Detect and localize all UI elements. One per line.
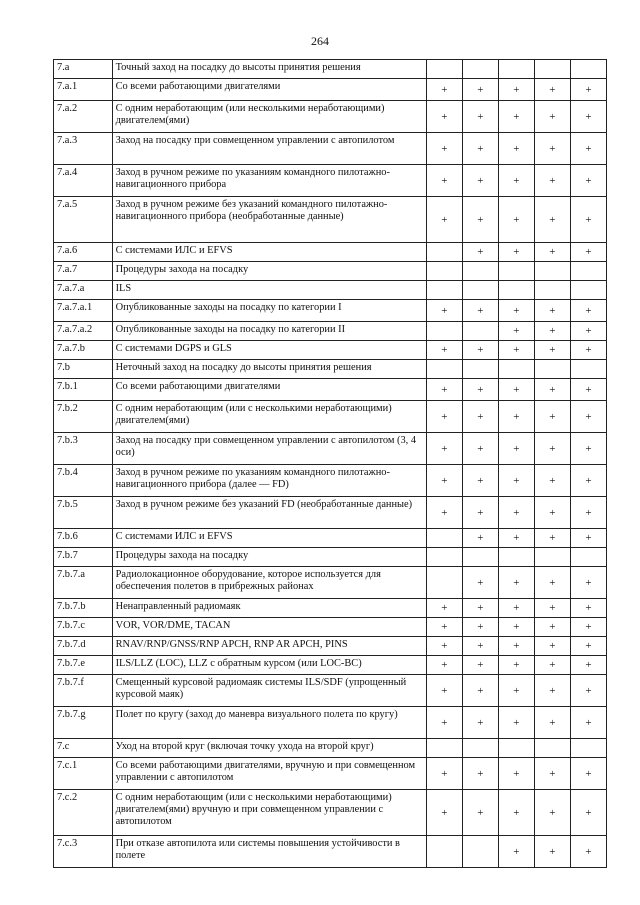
mark-cell-4: + [534, 79, 570, 101]
table-row [54, 739, 607, 758]
row-code: 7.b.7.f [54, 675, 113, 707]
mark-cell-3 [498, 262, 534, 281]
table-row [54, 379, 607, 401]
mark-cell-5 [570, 739, 606, 758]
mark-cell-5: + [570, 637, 606, 656]
row-description: Точный заход на посадку до высоты принятия решения [112, 60, 426, 79]
mark-cell-5: + [570, 341, 606, 360]
table-row [54, 656, 607, 675]
row-code: 7.a.7.a [54, 281, 113, 300]
table-row [54, 133, 607, 165]
mark-cell-2: + [462, 165, 498, 197]
table-row [54, 836, 607, 868]
table-row [54, 79, 607, 101]
mark-cell-2 [462, 281, 498, 300]
mark-cell-2: + [462, 465, 498, 497]
mark-cell-5: + [570, 567, 606, 599]
mark-cell-3: + [498, 133, 534, 165]
mark-cell-1 [426, 567, 462, 599]
mark-cell-1: + [426, 401, 462, 433]
row-description: RNAV/RNP/GNSS/RNP APCH, RNP AR APCH, PINS [112, 637, 426, 656]
mark-cell-5: + [570, 675, 606, 707]
row-description: Заход на посадку при совмещенном управлении с автопилотом [112, 133, 426, 165]
row-code: 7.c.1 [54, 758, 113, 790]
row-description: Процедуры захода на посадку [112, 262, 426, 281]
row-code: 7.a.5 [54, 197, 113, 243]
mark-cell-1 [426, 60, 462, 79]
mark-cell-2 [462, 360, 498, 379]
mark-cell-1: + [426, 101, 462, 133]
row-code: 7.a.7.a.2 [54, 322, 113, 341]
mark-cell-1: + [426, 707, 462, 739]
mark-cell-4: + [534, 401, 570, 433]
table-row [54, 707, 607, 739]
mark-cell-5: + [570, 165, 606, 197]
row-code: 7.b.7.e [54, 656, 113, 675]
mark-cell-1 [426, 243, 462, 262]
mark-cell-3: + [498, 379, 534, 401]
mark-cell-4: + [534, 529, 570, 548]
mark-cell-5: + [570, 197, 606, 243]
row-code: 7.a.7.a.1 [54, 300, 113, 322]
row-description: При отказе автопилота или системы повышения устойчивости в полете [112, 836, 426, 868]
mark-cell-3: + [498, 656, 534, 675]
row-description: С системами DGPS и GLS [112, 341, 426, 360]
mark-cell-3: + [498, 101, 534, 133]
mark-cell-3: + [498, 836, 534, 868]
mark-cell-3: + [498, 790, 534, 836]
mark-cell-4: + [534, 637, 570, 656]
mark-cell-5: + [570, 465, 606, 497]
mark-cell-2: + [462, 618, 498, 637]
row-description: Ненаправленный радиомаяк [112, 599, 426, 618]
row-code: 7.b.7.a [54, 567, 113, 599]
mark-cell-1: + [426, 675, 462, 707]
row-code: 7.a.6 [54, 243, 113, 262]
row-code: 7.b.1 [54, 379, 113, 401]
table-row [54, 637, 607, 656]
table-row [54, 497, 607, 529]
mark-cell-2 [462, 836, 498, 868]
mark-cell-5 [570, 360, 606, 379]
mark-cell-4: + [534, 433, 570, 465]
mark-cell-3: + [498, 300, 534, 322]
mark-cell-2: + [462, 790, 498, 836]
mark-cell-3: + [498, 497, 534, 529]
mark-cell-1: + [426, 656, 462, 675]
mark-cell-4: + [534, 465, 570, 497]
mark-cell-2: + [462, 599, 498, 618]
row-code: 7.a.7.b [54, 341, 113, 360]
mark-cell-5 [570, 262, 606, 281]
row-code: 7.b.7.g [54, 707, 113, 739]
mark-cell-4 [534, 60, 570, 79]
mark-cell-3: + [498, 707, 534, 739]
row-description: Процедуры захода на посадку [112, 548, 426, 567]
mark-cell-3 [498, 360, 534, 379]
mark-cell-4 [534, 360, 570, 379]
mark-cell-3 [498, 60, 534, 79]
mark-cell-3: + [498, 529, 534, 548]
mark-cell-2: + [462, 758, 498, 790]
row-code: 7.a [54, 60, 113, 79]
mark-cell-4: + [534, 197, 570, 243]
mark-cell-4: + [534, 567, 570, 599]
table-body [54, 60, 607, 868]
mark-cell-1: + [426, 379, 462, 401]
mark-cell-1: + [426, 758, 462, 790]
mark-cell-5: + [570, 401, 606, 433]
table-row [54, 322, 607, 341]
mark-cell-1: + [426, 133, 462, 165]
table-row [54, 618, 607, 637]
table-row [54, 360, 607, 379]
mark-cell-2 [462, 262, 498, 281]
row-description: Заход в ручном режиме без указаний командного пилотажно-навигационного прибора (необработанные данные) [112, 197, 426, 243]
mark-cell-2: + [462, 656, 498, 675]
mark-cell-3: + [498, 599, 534, 618]
mark-cell-5: + [570, 599, 606, 618]
mark-cell-1: + [426, 165, 462, 197]
mark-cell-4: + [534, 790, 570, 836]
row-code: 7.b.7.b [54, 599, 113, 618]
table-row [54, 790, 607, 836]
mark-cell-5: + [570, 133, 606, 165]
mark-cell-1 [426, 836, 462, 868]
mark-cell-2: + [462, 401, 498, 433]
procedures-table [53, 59, 607, 868]
mark-cell-4: + [534, 497, 570, 529]
mark-cell-4: + [534, 618, 570, 637]
mark-cell-2: + [462, 197, 498, 243]
mark-cell-5: + [570, 101, 606, 133]
mark-cell-2: + [462, 675, 498, 707]
row-description: С системами ИЛС и EFVS [112, 529, 426, 548]
row-description: Смещенный курсовой радиомаяк системы ILS/SDF (упрощенный курсовой маяк) [112, 675, 426, 707]
table-row [54, 197, 607, 243]
row-description: С одним неработающим (или с несколькими неработающими) двигателем(ями) вручную и при совмещенном управлении с автопилотом [112, 790, 426, 836]
row-description: Заход на посадку при совмещенном управлении с автопилотом (3, 4 оси) [112, 433, 426, 465]
table-row [54, 433, 607, 465]
table-row [54, 165, 607, 197]
row-description: Уход на второй круг (включая точку ухода на второй круг) [112, 739, 426, 758]
mark-cell-2: + [462, 637, 498, 656]
mark-cell-5: + [570, 707, 606, 739]
mark-cell-4 [534, 548, 570, 567]
mark-cell-5: + [570, 497, 606, 529]
mark-cell-4 [534, 262, 570, 281]
mark-cell-4: + [534, 379, 570, 401]
mark-cell-2: + [462, 707, 498, 739]
mark-cell-4: + [534, 836, 570, 868]
mark-cell-1 [426, 262, 462, 281]
row-description: Заход в ручном режиме по указаниям командного пилотажно-навигационного прибора [112, 165, 426, 197]
mark-cell-3: + [498, 243, 534, 262]
row-code: 7.a.7 [54, 262, 113, 281]
mark-cell-3: + [498, 618, 534, 637]
table-row [54, 675, 607, 707]
mark-cell-2 [462, 548, 498, 567]
row-code: 7.a.4 [54, 165, 113, 197]
mark-cell-1 [426, 529, 462, 548]
mark-cell-3: + [498, 675, 534, 707]
mark-cell-1 [426, 322, 462, 341]
row-code: 7.a.1 [54, 79, 113, 101]
row-description: ILS/LLZ (LOC), LLZ с обратным курсом (или LOC-BC) [112, 656, 426, 675]
row-code: 7.c.2 [54, 790, 113, 836]
mark-cell-1: + [426, 618, 462, 637]
mark-cell-3: + [498, 79, 534, 101]
row-description: Радиолокационное оборудование, которое используется для обеспечения полетов в прибрежных районах [112, 567, 426, 599]
mark-cell-4: + [534, 758, 570, 790]
row-description: С системами ИЛС и EFVS [112, 243, 426, 262]
mark-cell-1: + [426, 300, 462, 322]
mark-cell-4: + [534, 300, 570, 322]
table-row [54, 281, 607, 300]
mark-cell-5: + [570, 618, 606, 637]
mark-cell-3: + [498, 433, 534, 465]
mark-cell-3: + [498, 197, 534, 243]
mark-cell-5: + [570, 433, 606, 465]
row-code: 7.c [54, 739, 113, 758]
table-row [54, 548, 607, 567]
mark-cell-3: + [498, 322, 534, 341]
mark-cell-3 [498, 281, 534, 300]
mark-cell-4: + [534, 599, 570, 618]
row-code: 7.c.3 [54, 836, 113, 868]
row-code: 7.a.2 [54, 101, 113, 133]
mark-cell-2 [462, 739, 498, 758]
mark-cell-1: + [426, 465, 462, 497]
mark-cell-1 [426, 281, 462, 300]
table-row [54, 60, 607, 79]
row-code: 7.b.3 [54, 433, 113, 465]
mark-cell-3 [498, 739, 534, 758]
page-number: 264 [311, 34, 329, 48]
row-code: 7.b.5 [54, 497, 113, 529]
mark-cell-3: + [498, 758, 534, 790]
row-code: 7.b.2 [54, 401, 113, 433]
mark-cell-4: + [534, 675, 570, 707]
mark-cell-3: + [498, 165, 534, 197]
mark-cell-5: + [570, 790, 606, 836]
mark-cell-5: + [570, 529, 606, 548]
mark-cell-3: + [498, 401, 534, 433]
mark-cell-2: + [462, 133, 498, 165]
mark-cell-4: + [534, 133, 570, 165]
row-description: С одним неработающим (или несколькими неработающими) двигателем(ями) [112, 101, 426, 133]
row-description: Со всеми работающими двигателями [112, 79, 426, 101]
mark-cell-2: + [462, 529, 498, 548]
row-code: 7.b.7.d [54, 637, 113, 656]
row-description: Со всеми работающими двигателями [112, 379, 426, 401]
mark-cell-2 [462, 60, 498, 79]
mark-cell-4: + [534, 101, 570, 133]
mark-cell-4: + [534, 243, 570, 262]
mark-cell-5: + [570, 300, 606, 322]
mark-cell-1: + [426, 79, 462, 101]
row-code: 7.b.7.c [54, 618, 113, 637]
mark-cell-5: + [570, 656, 606, 675]
mark-cell-2: + [462, 243, 498, 262]
mark-cell-2 [462, 322, 498, 341]
mark-cell-3: + [498, 567, 534, 599]
row-description: Со всеми работающими двигателями, вручную и при совмещенном управлении с автопилотом [112, 758, 426, 790]
mark-cell-4: + [534, 165, 570, 197]
table-row [54, 341, 607, 360]
row-description: Опубликованные заходы на посадку по категории II [112, 322, 426, 341]
row-code: 7.b.4 [54, 465, 113, 497]
row-description: С одним неработающим (или с несколькими неработающими) двигателем(ями) [112, 401, 426, 433]
mark-cell-3 [498, 548, 534, 567]
mark-cell-1 [426, 548, 462, 567]
mark-cell-2: + [462, 79, 498, 101]
table-row [54, 567, 607, 599]
mark-cell-3: + [498, 465, 534, 497]
mark-cell-1: + [426, 599, 462, 618]
mark-cell-5: + [570, 836, 606, 868]
mark-cell-2: + [462, 567, 498, 599]
row-description: Опубликованные заходы на посадку по категории I [112, 300, 426, 322]
mark-cell-3: + [498, 637, 534, 656]
row-code: 7.a.3 [54, 133, 113, 165]
mark-cell-2: + [462, 341, 498, 360]
row-description: ILS [112, 281, 426, 300]
mark-cell-5: + [570, 379, 606, 401]
mark-cell-2: + [462, 379, 498, 401]
mark-cell-5: + [570, 79, 606, 101]
mark-cell-5: + [570, 243, 606, 262]
table-row [54, 465, 607, 497]
row-description: Неточный заход на посадку до высоты принятия решения [112, 360, 426, 379]
mark-cell-1: + [426, 637, 462, 656]
row-description: Заход в ручном режиме без указаний FD (необработанные данные) [112, 497, 426, 529]
mark-cell-1: + [426, 341, 462, 360]
mark-cell-1 [426, 360, 462, 379]
mark-cell-5: + [570, 758, 606, 790]
table-row [54, 262, 607, 281]
mark-cell-2: + [462, 497, 498, 529]
row-code: 7.b [54, 360, 113, 379]
mark-cell-5 [570, 548, 606, 567]
table-row [54, 101, 607, 133]
mark-cell-5: + [570, 322, 606, 341]
row-description: VOR, VOR/DME, TACAN [112, 618, 426, 637]
mark-cell-2: + [462, 433, 498, 465]
mark-cell-2: + [462, 101, 498, 133]
table-row [54, 401, 607, 433]
table-row [54, 243, 607, 262]
mark-cell-4 [534, 281, 570, 300]
table-row [54, 758, 607, 790]
mark-cell-4: + [534, 656, 570, 675]
mark-cell-1: + [426, 433, 462, 465]
mark-cell-4: + [534, 341, 570, 360]
table-row [54, 529, 607, 548]
table-row [54, 300, 607, 322]
row-code: 7.b.6 [54, 529, 113, 548]
mark-cell-2: + [462, 300, 498, 322]
mark-cell-5 [570, 60, 606, 79]
table-row [54, 599, 607, 618]
mark-cell-4: + [534, 707, 570, 739]
mark-cell-3: + [498, 341, 534, 360]
mark-cell-4: + [534, 322, 570, 341]
mark-cell-1: + [426, 197, 462, 243]
row-description: Заход в ручном режиме по указаниям командного пилотажно-навигационного прибора (далее — FD) [112, 465, 426, 497]
mark-cell-1 [426, 739, 462, 758]
mark-cell-1: + [426, 790, 462, 836]
mark-cell-4 [534, 739, 570, 758]
row-code: 7.b.7 [54, 548, 113, 567]
mark-cell-1: + [426, 497, 462, 529]
mark-cell-5 [570, 281, 606, 300]
row-description: Полет по кругу (заход до маневра визуального полета по кругу) [112, 707, 426, 739]
